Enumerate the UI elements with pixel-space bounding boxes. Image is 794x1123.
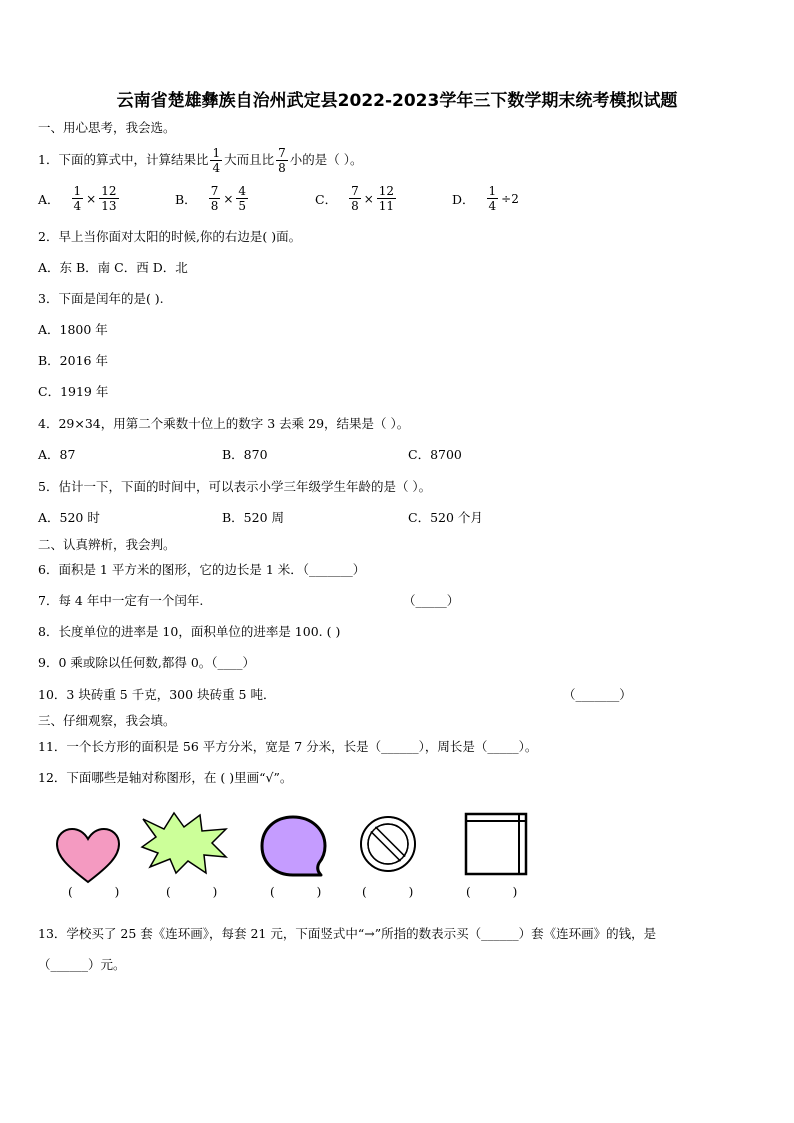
option-a[interactable]: A．87 — [38, 447, 76, 462]
question-8: 8．长度单位的进率是 10，面积单位的进率是 100. ( ) — [38, 624, 341, 639]
question-text: 小的是（ ）。 — [289, 152, 363, 167]
speech-bubble-icon — [259, 815, 327, 879]
fraction: $\frac{7}{8}$ — [278, 146, 286, 175]
answer-blank[interactable]: ( ) — [68, 885, 120, 899]
question-13: 13．学校买了 25 套《连环画》，每套 21 元，下面竖式中“→”所指的数表示买（______）套《连环画》的钱，是 — [38, 926, 657, 941]
option-c[interactable]: C．1919 年 — [38, 384, 109, 399]
option-b[interactable]: B．520 周 — [222, 510, 285, 525]
section-heading: 一、用心思考，我会选。 — [38, 120, 176, 135]
question-9: 9．0 乘或除以任何数,都得 0。（____） — [38, 655, 256, 670]
answer-blank[interactable]: ( ) — [270, 885, 322, 899]
option-d[interactable]: D． $\frac{1}{4}$ ÷2 — [452, 184, 519, 213]
option-c[interactable]: C． $\frac{7}{8}$ × $\frac{12}{11}$ — [315, 184, 395, 213]
question-10: 10．3 块砖重 5 千克，300 块砖重 5 吨． — [38, 687, 276, 702]
page-title: 云南省楚雄彝族自治州武定县2022-2023学年三下数学期末统考模拟试题 — [116, 91, 678, 111]
no-symbol-icon — [356, 812, 420, 876]
section-heading: 二、认真辨析，我会判。 — [38, 537, 176, 552]
question-1 — [38, 146, 363, 175]
starburst-icon — [140, 811, 228, 875]
question-2: 2．早上当你面对太阳的时候,你的右边是( )面。 — [38, 229, 302, 244]
answer-blank[interactable]: （_____） — [403, 593, 460, 608]
question-text: 1．下面的算式中，计算结果比 — [38, 152, 209, 167]
question-12: 12．下面哪些是轴对称图形，在 ( )里画“√”。 — [38, 770, 293, 785]
question-11: 11．一个长方形的面积是 56 平方分米，宽是 7 分米，长是（______），周长是（_____）。 — [38, 739, 538, 754]
answer-blank[interactable]: （_______） — [563, 687, 632, 702]
heart-icon — [55, 828, 121, 884]
option-b[interactable]: B．870 — [222, 447, 268, 462]
option-c[interactable]: C．520 个月 — [408, 510, 483, 525]
answer-blank[interactable]: ( ) — [166, 885, 218, 899]
option-a[interactable]: A．1800 年 — [38, 322, 108, 337]
question-5: 5．估计一下，下面的时间中，可以表示小学三年级学生年龄的是（ ）。 — [38, 479, 432, 494]
question-7: 7．每 4 年中一定有一个闰年. — [38, 593, 204, 608]
question-13-continued: （______）元。 — [38, 957, 126, 972]
option-c[interactable]: C．8700 — [408, 447, 462, 462]
square-frame-icon — [464, 812, 528, 876]
option-b[interactable]: B． $\frac{7}{8}$ × $\frac{4}{5}$ — [175, 184, 247, 213]
option-a[interactable]: A．520 时 — [38, 510, 100, 525]
question-4: 4．29×34，用第二个乘数十位上的数字 3 去乘 29，结果是（ ）。 — [38, 416, 410, 431]
option-a[interactable]: A． $\frac{1}{4}$ × $\frac{12}{13}$ — [38, 184, 117, 213]
fraction: $\frac{1}{4}$ — [212, 146, 221, 175]
answer-blank[interactable]: ( ) — [362, 885, 414, 899]
answer-blank[interactable]: ( ) — [466, 885, 518, 899]
option-b[interactable]: B．2016 年 — [38, 353, 108, 368]
question-2-options[interactable]: A．东 B．南 C．西 D．北 — [38, 260, 188, 275]
question-6: 6．面积是 1 平方米的图形，它的边长是 1 米．（_______） — [38, 562, 366, 577]
question-3: 3．下面是闰年的是( ). — [38, 291, 164, 306]
section-heading: 三、仔细观察，我会填。 — [38, 713, 176, 728]
question-text: 大而且比 — [224, 152, 275, 167]
